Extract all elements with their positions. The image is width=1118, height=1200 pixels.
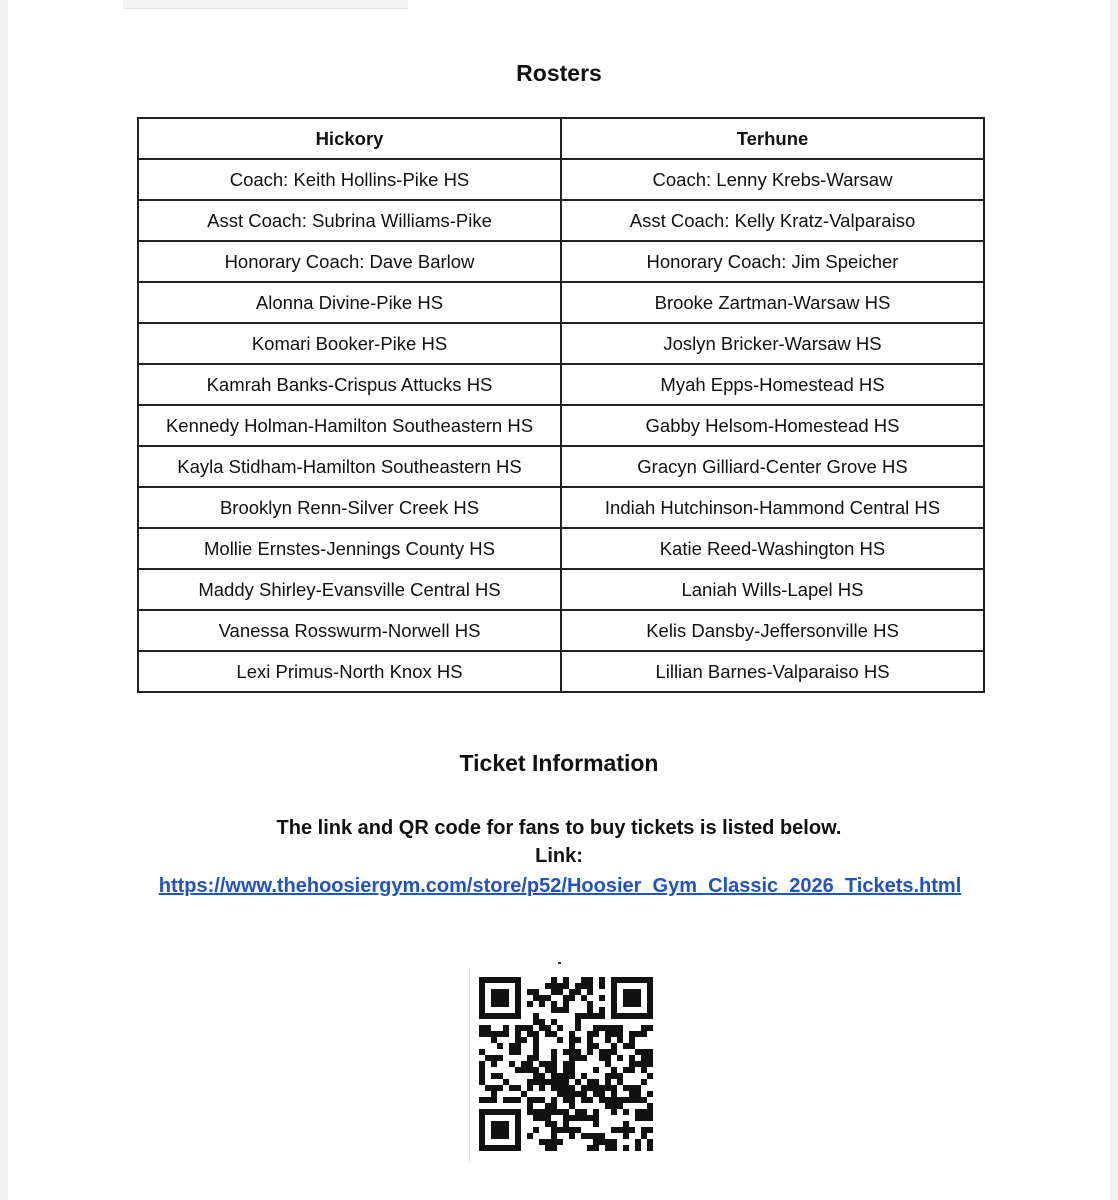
ticket-purchase-link[interactable]: https://www.thehoosiergym.com/store/p52/Hoosier_Gym_Classic_2026_Tickets.html <box>158 875 962 897</box>
roster-cell: Honorary Coach: Jim Speicher <box>561 241 984 282</box>
table-row <box>138 159 984 200</box>
roster-cell: Coach: Keith Hollins-Pike HS <box>138 159 561 200</box>
table-row <box>138 446 984 487</box>
roster-cell: Honorary Coach: Dave Barlow <box>138 241 561 282</box>
link-label: Link: <box>535 845 583 867</box>
roster-cell: Lillian Barnes-Valparaiso HS <box>561 651 984 692</box>
roster-cell: Vanessa Rosswurm-Norwell HS <box>138 610 561 651</box>
ticket-info-title: Ticket Information <box>459 750 659 776</box>
team-header-terhune: Terhune <box>561 118 984 159</box>
roster-cell: Kamrah Banks-Crispus Attucks HS <box>138 364 561 405</box>
roster-table <box>137 117 985 693</box>
roster-cell: Lexi Primus-North Knox HS <box>138 651 561 692</box>
table-row <box>138 323 984 364</box>
roster-cell: Mollie Ernstes-Jennings County HS <box>138 528 561 569</box>
decorative-dot <box>558 962 561 964</box>
table-row <box>138 405 984 446</box>
roster-header-row <box>138 118 984 159</box>
roster-cell: Kelis Dansby-Jeffersonville HS <box>561 610 984 651</box>
roster-cell: Alonna Divine-Pike HS <box>138 282 561 323</box>
table-row <box>138 651 984 692</box>
roster-cell: Kayla Stidham-Hamilton Southeastern HS <box>138 446 561 487</box>
roster-cell: Katie Reed-Washington HS <box>561 528 984 569</box>
top-divider <box>123 0 408 9</box>
roster-cell: Kennedy Holman-Hamilton Southeastern HS <box>138 405 561 446</box>
roster-cell: Komari Booker-Pike HS <box>138 323 561 364</box>
ticket-description: The link and QR code for fans to buy tickets is listed below. <box>276 817 842 839</box>
table-row <box>138 569 984 610</box>
roster-cell: Coach: Lenny Krebs-Warsaw <box>561 159 984 200</box>
table-row <box>138 364 984 405</box>
table-row <box>138 528 984 569</box>
roster-cell: Asst Coach: Kelly Kratz-Valparaiso <box>561 200 984 241</box>
team-header-hickory: Hickory <box>138 118 561 159</box>
table-row <box>138 241 984 282</box>
roster-cell: Myah Epps-Homestead HS <box>561 364 984 405</box>
roster-cell: Brooklyn Renn-Silver Creek HS <box>138 487 561 528</box>
table-row <box>138 282 984 323</box>
document-page <box>8 0 1110 1200</box>
table-row <box>138 610 984 651</box>
qr-code[interactable] <box>469 968 664 1164</box>
qr-code-icon <box>479 977 655 1153</box>
roster-cell: Gracyn Gilliard-Center Grove HS <box>561 446 984 487</box>
table-row <box>138 200 984 241</box>
rosters-title: Rosters <box>516 60 602 86</box>
roster-cell: Gabby Helsom-Homestead HS <box>561 405 984 446</box>
roster-cell: Indiah Hutchinson-Hammond Central HS <box>561 487 984 528</box>
roster-cell: Maddy Shirley-Evansville Central HS <box>138 569 561 610</box>
roster-cell: Joslyn Bricker-Warsaw HS <box>561 323 984 364</box>
table-row <box>138 487 984 528</box>
roster-cell: Asst Coach: Subrina Williams-Pike <box>138 200 561 241</box>
roster-cell: Laniah Wills-Lapel HS <box>561 569 984 610</box>
roster-cell: Brooke Zartman-Warsaw HS <box>561 282 984 323</box>
